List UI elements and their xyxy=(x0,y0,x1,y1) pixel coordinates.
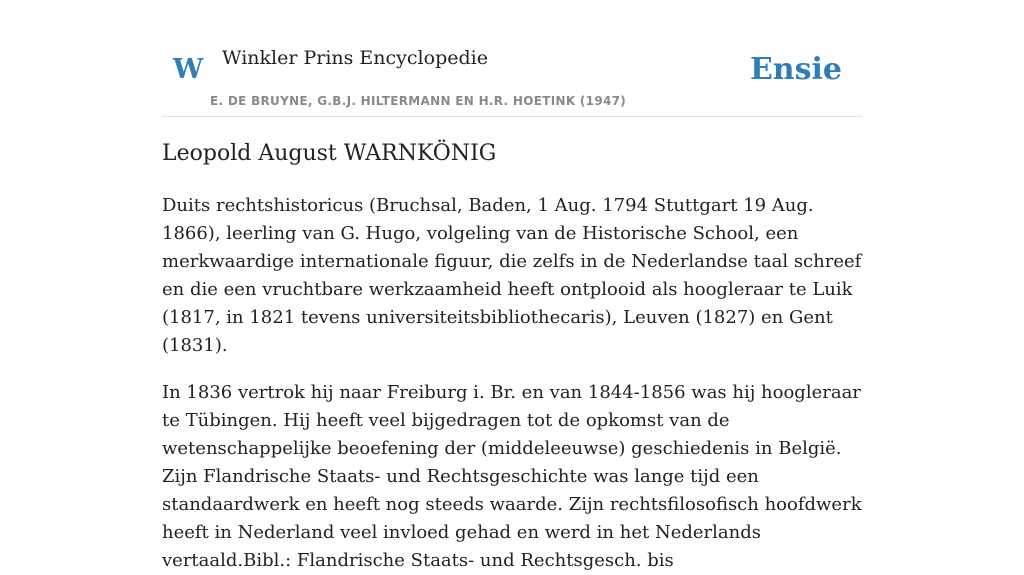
header xyxy=(162,0,862,117)
publication-title[interactable]: Winkler Prins Encyclopedie xyxy=(222,47,488,69)
publication-authors: E. DE BRUYNE, G.B.J. HILTERMANN EN H.R. HOETINK (1947) xyxy=(210,94,627,108)
article-paragraph: Duits rechtshistoricus (Bruchsal, Baden, 1 Aug. 1794 Stuttgart 19 Aug. 1866), leerling van G. Hugo, volgeling van de Historische School, een merkwaardige internationale figuur, die zelfs in de Nederlandse taal schreef en die een vruchtbare werkzaamheid heeft ontplooid als hoogleraar te Luik (1817, in 1821 tevens universiteitsbibliothecaris), Leuven (1827) en Gent (1831). xyxy=(162,195,862,356)
article-paragraph: In 1836 vertrok hij naar Freiburg i. Br. en van 1844-1856 was hij hoogleraar te Tübingen. Hij heeft veel bijgedragen tot de opkomst van de wetenschappelijke beoefening der (middeleeuwse) geschiedenis in België. Zijn Flandrische Staats- und Rechtsgeschichte was lange tijd een standaardwerk en heeft nog steeds waarde. Zijn rechtsfilosofisch hoofdwerk heeft in Nederland veel invloed gehad en werd in het Nederlands vertaald.Bibl.: Flandrische Staats- und Rechtsgesch. bis xyxy=(162,382,862,571)
article-title: Leopold August WARNKÖNIG xyxy=(162,141,497,166)
winkler-prins-logo[interactable]: W xyxy=(173,54,204,85)
article xyxy=(162,138,862,575)
ensie-logo[interactable]: Ensie xyxy=(749,52,842,87)
